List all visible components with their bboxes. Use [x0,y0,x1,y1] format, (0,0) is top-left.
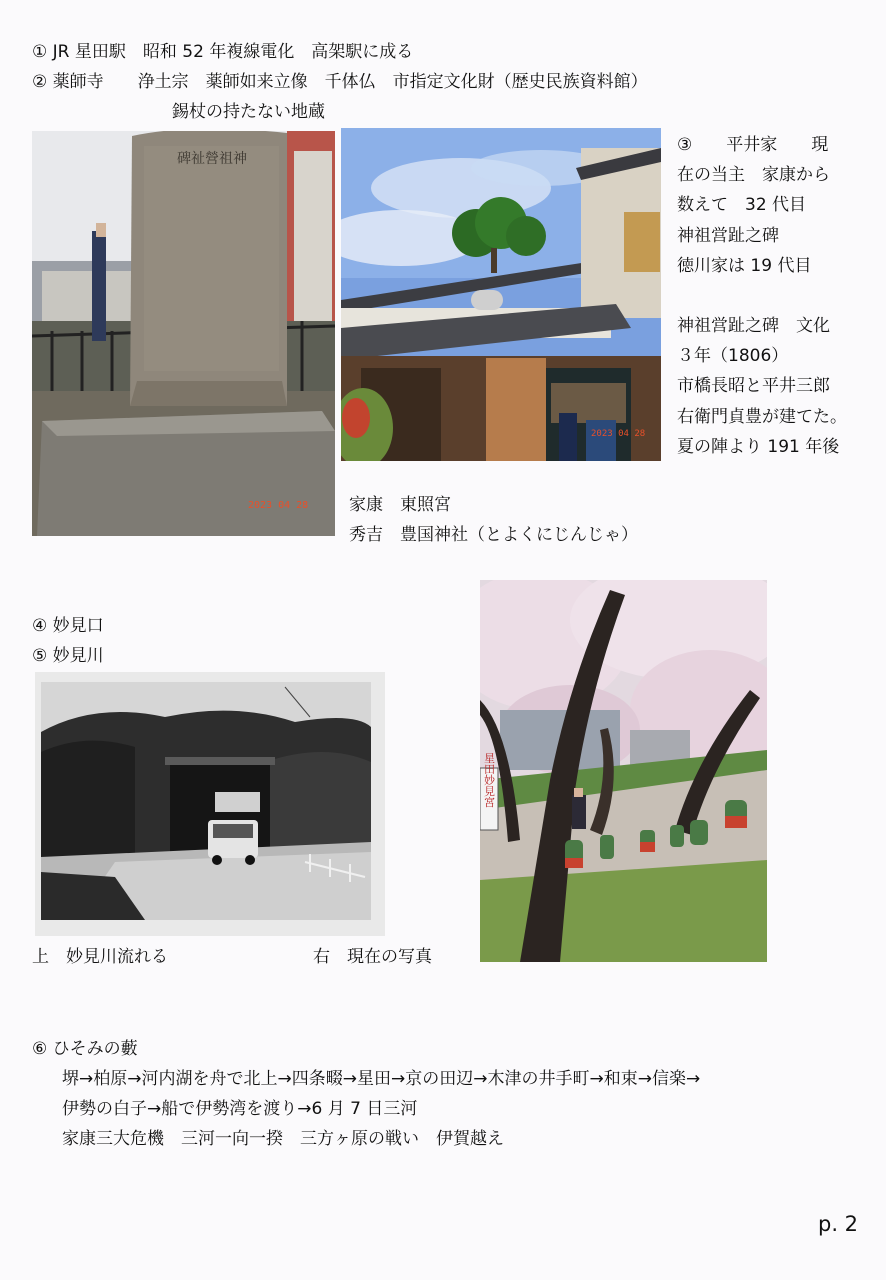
item-6-crises-line: 家康三大危機 三河一向一揆 三方ヶ原の戦い 伊賀越え [62,1129,504,1149]
ieyasu-note: 家康 東照宮 [349,495,451,515]
item-2-text: ② 薬師寺 浄土宗 薬師如来立像 千体仏 市指定文化財（歴史民族資料館） [32,72,648,92]
cherry-blossom-photo [480,580,767,962]
section-3-line [677,281,847,311]
hirai-house-photo [341,128,661,461]
old-myokengawa-photo [35,672,385,936]
item-1-text: ① JR 星田駅 昭和 52 年複線電化 高架駅に成る [32,42,414,62]
section-3-line: 数えて 32 代目 [677,195,807,216]
section-3-line: 在の当主 家康から [677,165,830,186]
myoken-shrine-sign: 星田妙見宮 [482,752,496,808]
caption-left: 上 妙見川流れる [32,947,168,967]
section-3-line: 神祖営趾之碑 [677,225,779,246]
item-4-text: ④ 妙見口 [32,616,104,636]
section-3-line: ３年（1806） [677,346,789,367]
section-3-line: 神祖営趾之碑 文化 [677,316,830,337]
item-6-route-line-1: 堺→柏原→河内湖を舟で北上→四条畷→星田→京の田辺→木津の井手町→和束→信楽→ [62,1069,701,1089]
stone-photo-date-stamp: 2023 04 28 [248,500,309,511]
page-number: p. 2 [818,1212,859,1236]
section-3-line: 右衛門貞豊が建てた。 [677,406,847,427]
item-6-route-line-2: 伊勢の白子→船で伊勢湾を渡り→6 月 7 日三河 [62,1099,418,1119]
item-6-title: ⑥ ひそみの藪 [32,1039,138,1059]
stone-inscription: 碑祉營祖神 [177,151,247,167]
section-3-line: ③ 平井家 現 [677,135,829,155]
section-3-line: 夏の陣より 191 年後 [677,436,840,457]
hideyoshi-note: 秀吉 豊国神社（とよくにじんじゃ） [349,525,638,545]
caption-right: 右 現在の写真 [313,947,432,967]
item-2-continuation: 錫杖の持たない地蔵 [172,102,325,122]
stone-monument-photo [32,131,335,536]
section-3-line: 市橋長昭と平井三郎 [677,376,830,397]
house-photo-date-stamp: 2023 04 28 [591,429,646,439]
item-5-text: ⑤ 妙見川 [32,646,104,666]
section-3-line: 徳川家は 19 代目 [677,255,812,276]
section-3-text-column [677,130,847,462]
